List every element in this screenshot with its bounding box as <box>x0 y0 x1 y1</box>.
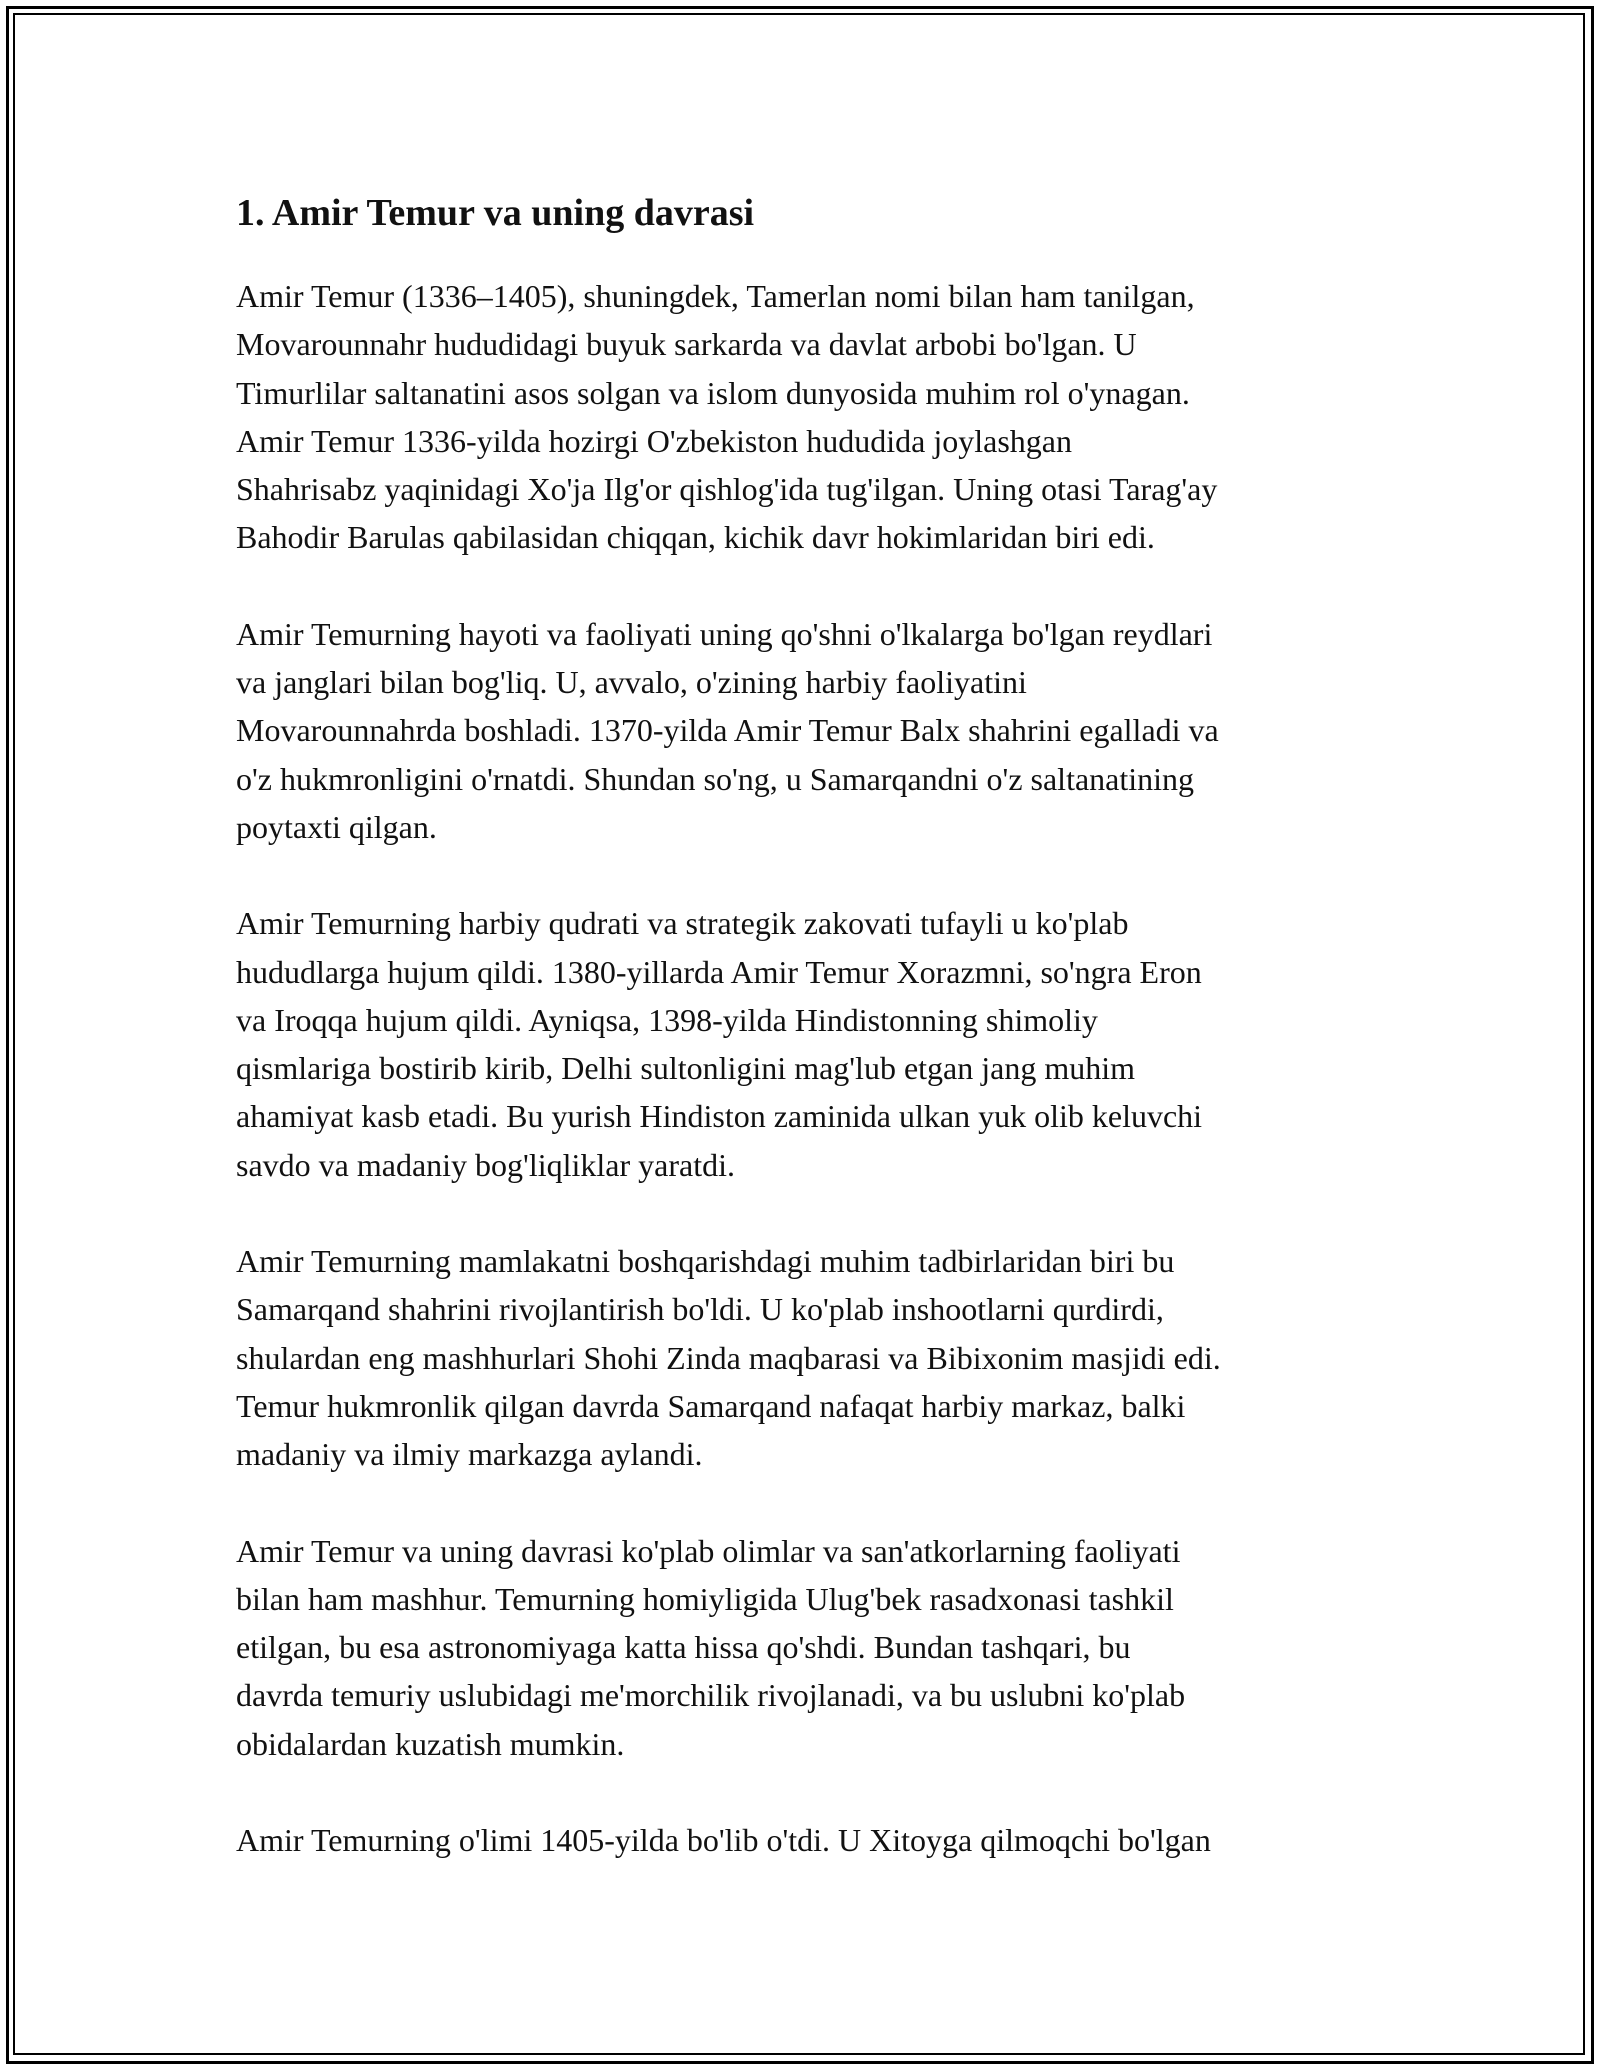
paragraph-line: ahamiyat kasb etadi. Bu yurish Hindiston zaminida ulkan yuk olib keluvchi <box>236 1098 1203 1135</box>
paragraph-line: madaniy va ilmiy markazga aylandi. <box>236 1436 703 1473</box>
paragraph-line: Amir Temur va uning davrasi ko'plab olimlar va san'atkorlarning faoliyati <box>236 1532 1181 1569</box>
paragraph <box>236 899 1376 1189</box>
paragraph-line: qismlariga bostirib kirib, Delhi sultonligini mag'lub etgan jang muhim <box>236 1050 1135 1087</box>
paragraph-line: savdo va madaniy bog'liqliklar yaratdi. <box>236 1146 735 1183</box>
paragraph <box>236 1816 1376 1864</box>
paragraph <box>236 1527 1376 1768</box>
paragraph-line: o'z hukmronligini o'rnatdi. Shundan so'ng, u Samarqandni o'z saltanatining <box>236 760 1195 797</box>
paragraph-list <box>236 272 1376 1864</box>
paragraph-line: Amir Temurning hayoti va faoliyati uning qo'shni o'lkalarga bo'lgan reydlari <box>236 615 1213 652</box>
paragraph-line: Temur hukmronlik qilgan davrda Samarqand nafaqat harbiy markaz, balki <box>236 1387 1186 1424</box>
paragraph-line: Amir Temur 1336-yilda hozirgi O'zbekiston hududida joylashgan <box>236 422 1072 459</box>
paragraph-line: obidalardan kuzatish mumkin. <box>236 1725 625 1762</box>
paragraph-line: etilgan, bu esa astronomiyaga katta hissa qo'shdi. Bundan tashqari, bu <box>236 1629 1131 1666</box>
paragraph-line: Bahodir Barulas qabilasidan chiqqan, kichik davr hokimlaridan biri edi. <box>236 519 1155 556</box>
paragraph-line: poytaxti qilgan. <box>236 808 437 845</box>
paragraph-line: Movarounnahr hududidagi buyuk sarkarda va davlat arbobi bo'lgan. U <box>236 326 1137 363</box>
document-title: 1. Amir Temur va uning davrasi <box>236 192 755 234</box>
paragraph-line: hududlarga hujum qildi. 1380-yillarda Amir Temur Xorazmni, so'ngra Eron <box>236 953 1202 990</box>
paragraph-line: Timurlilar saltanatini asos solgan va islom dunyosida muhim rol o'ynagan. <box>236 374 1190 411</box>
paragraph-line: va janglari bilan bog'liq. U, avvalo, o'zining harbiy faoliyatini <box>236 664 1027 701</box>
paragraph-line: Shahrisabz yaqinidagi Xo'ja Ilg'or qishlog'ida tug'ilgan. Uning otasi Tarag'ay <box>236 471 1218 508</box>
paragraph-line: bilan ham mashhur. Temurning homiyligida Ulug'bek rasadxonasi tashkil <box>236 1580 1174 1617</box>
paragraph <box>236 1237 1376 1478</box>
paragraph-line: Amir Temurning o'limi 1405-yilda bo'lib o'tdi. U Xitoyga qilmoqchi bo'lgan <box>236 1822 1211 1859</box>
paragraph <box>236 272 1376 562</box>
paragraph-line: Movarounnahrda boshladi. 1370-yilda Amir Temur Balx shahrini egalladi va <box>236 712 1219 749</box>
paragraph-line: va Iroqqa hujum qildi. Ayniqsa, 1398-yilda Hindistonning shimoliy <box>236 1001 1098 1038</box>
paragraph-line: Samarqand shahrini rivojlantirish bo'ldi. U ko'plab inshootlarni qurdirdi, <box>236 1291 1164 1328</box>
paragraph-line: shulardan eng mashhurlari Shohi Zinda maqbarasi va Bibixonim masjidi edi. <box>236 1339 1221 1376</box>
paragraph-line: davrda temuriy uslubidagi me'morchilik rivojlanadi, va bu uslubni ko'plab <box>236 1677 1186 1714</box>
paragraph <box>236 610 1376 851</box>
paragraph-line: Amir Temurning harbiy qudrati va strategik zakovati tufayli u ko'plab <box>236 905 1129 942</box>
paragraph-line: Amir Temurning mamlakatni boshqarishdagi muhim tadbirlaridan biri bu <box>236 1243 1175 1280</box>
document-body <box>236 185 1376 1912</box>
paragraph-line: Amir Temur (1336–1405), shuningdek, Tamerlan nomi bilan ham tanilgan, <box>236 278 1195 314</box>
